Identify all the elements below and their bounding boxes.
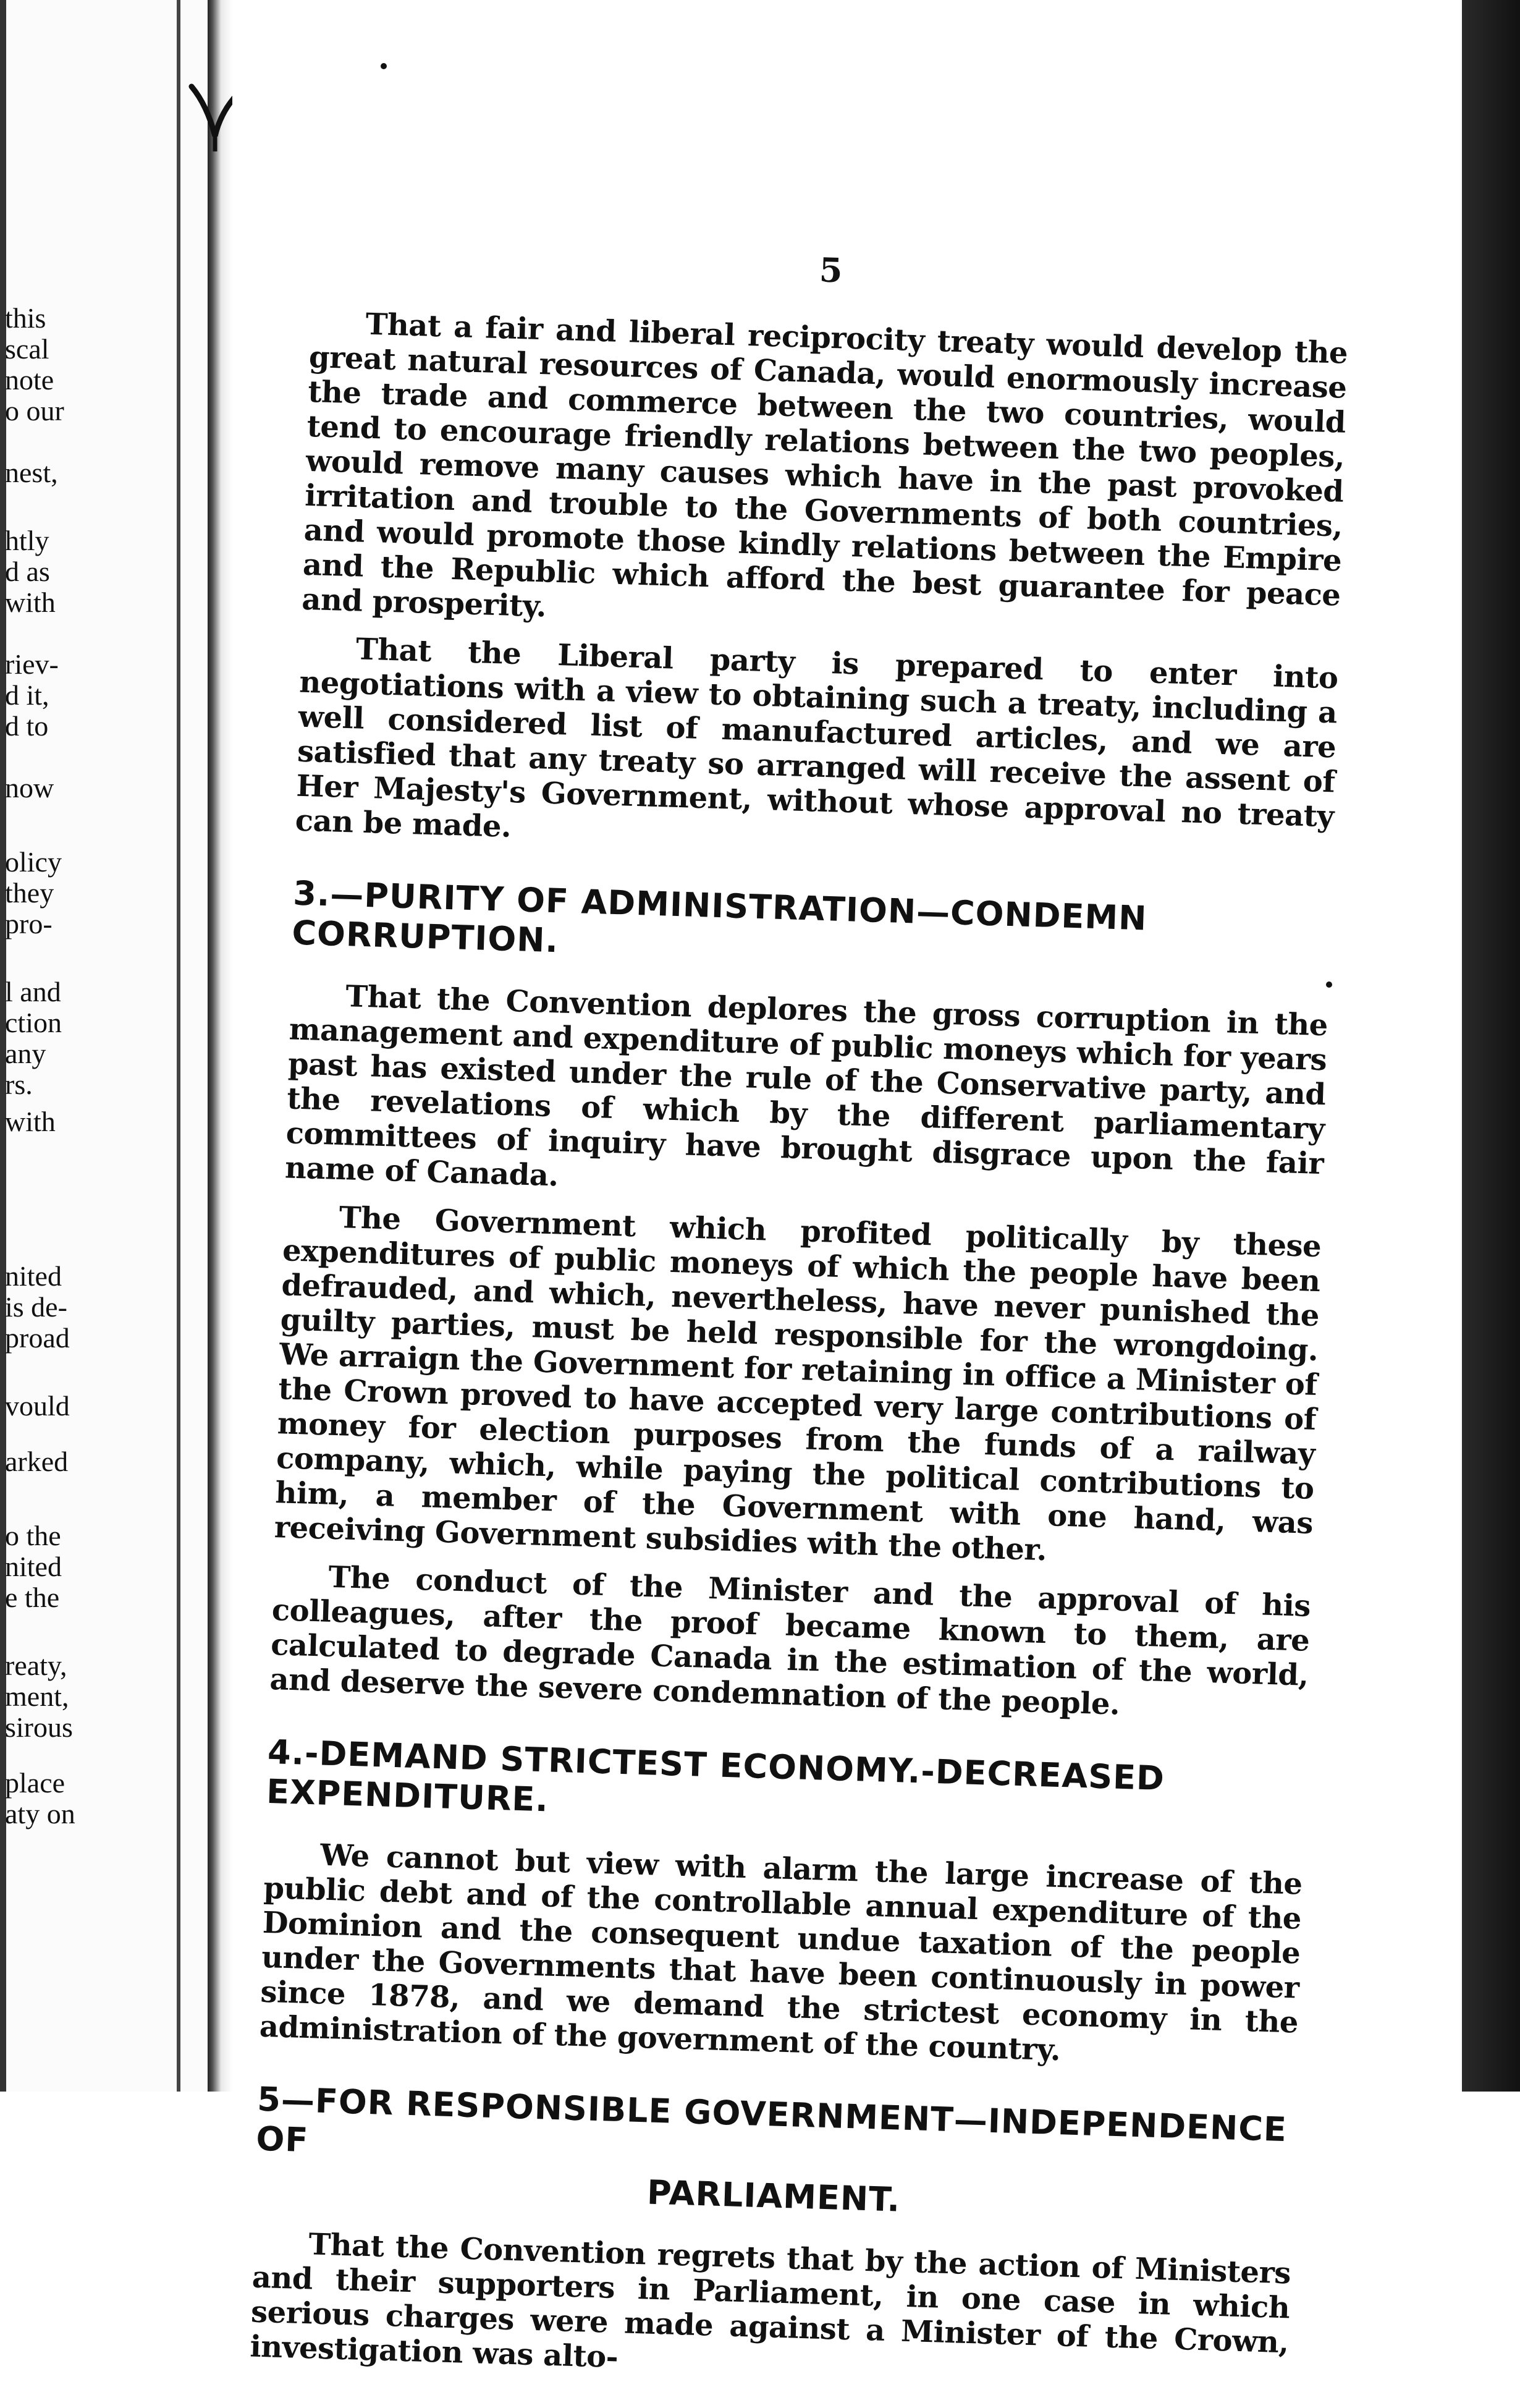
facing-page-text-fragment: riev- bbox=[5, 648, 59, 680]
facing-page-text-fragment: this bbox=[5, 302, 46, 334]
paragraph: That a fair and liberal reciprocity treaty would develop the great natural resources of Canada, would enormously increase the trade and commerce between the two countries, would tend to encourage friendly relations between the two peoples, would remove many causes which have in the past provoked irritation and trouble to the Governments of both countries, and would promote those kindly relations between the Empire and the Republic which afford the best guarantee for peace and prosperity. bbox=[301, 307, 1348, 624]
facing-page-text-fragment: arked bbox=[5, 1446, 69, 1477]
facing-page-text-fragment: pro- bbox=[5, 908, 53, 939]
facing-page-text-fragment: nited bbox=[5, 1260, 62, 1292]
facing-page-text-fragment: l and bbox=[5, 976, 61, 1007]
facing-page-text-fragment: vould bbox=[5, 1390, 70, 1422]
section-heading-4: 4.-DEMAND STRICTEST ECONOMY.-DECREASED EXPENDITURE. bbox=[266, 1732, 1165, 1820]
facing-page-text-fragment: reaty, bbox=[5, 1650, 67, 1681]
facing-page-text-fragment: olicy bbox=[5, 846, 62, 878]
facing-page-text-fragment: ction bbox=[5, 1007, 62, 1038]
paragraph: We cannot but view with alarm the large increase of the public debt and of the controllable annual expenditure of the Dominion and the consequent undue taxation of the people under the Governments that have been continuously in power since 1878, and we demand the strictest economy in the administration of the government of the country. bbox=[259, 1838, 1303, 2068]
facing-page-text-fragment: sirous bbox=[5, 1711, 73, 1743]
facing-page-text-fragment: o the bbox=[5, 1520, 61, 1551]
facing-page-text-fragment: scal bbox=[5, 333, 49, 365]
facing-page-text-fragment: place bbox=[5, 1767, 65, 1799]
document-page bbox=[232, 0, 1462, 2375]
facing-page-text-fragment: d to bbox=[5, 710, 49, 742]
spine-line bbox=[177, 0, 180, 2092]
ink-speck bbox=[381, 63, 387, 69]
facing-page-text-fragment: with bbox=[5, 1106, 56, 1137]
page-number: 5 bbox=[818, 250, 843, 290]
section-heading-5: 5—FOR RESPONSIBLE GOVERNMENT—INDEPENDENCE OF bbox=[255, 2079, 1288, 2160]
facing-page-text-fragment: nited bbox=[5, 1551, 62, 1582]
section-heading-5-cont: PARLIAMENT. bbox=[646, 2173, 901, 2219]
section-heading-3: 3.—PURITY OF ADMINISTRATION—CONDEMN CORRUPTION. bbox=[291, 873, 1148, 960]
facing-page-text-fragment: nest, bbox=[5, 457, 58, 488]
facing-page-text-fragment: htly bbox=[5, 525, 49, 556]
page-content bbox=[249, 235, 1350, 2408]
facing-page-text-fragment: they bbox=[5, 877, 54, 909]
book-spine bbox=[208, 0, 232, 2092]
facing-page bbox=[0, 0, 210, 2092]
paragraph: The Government which profited politically by these expenditures of public moneys of which the people have been defrauded, and which, nevertheless, have never punished the guilty parties, must be held responsible for the wrongdoing. We arraign the Government for retaining in office a Minister of the Crown proved to have accepted very large contributions of money for election purposes from the funds of a railway company, which, while paying the political contributions to him, a member of the Government with one hand, was receiving Government subsidies with the other. bbox=[274, 1200, 1322, 1568]
facing-page-text-fragment: ment, bbox=[5, 1681, 69, 1712]
paragraph: That the Convention regrets that by the action of Ministers and their supporters in Parliament, in one case in which serious charges were made against a Minister of the Crown, investigation was alto- bbox=[249, 2227, 1291, 2375]
paragraph: The conduct of the Minister and the approval of his colleagues, after the proof became known to them, are calculated to degrade Canada in the estimation of the world, and deserve the severe condemnation of the people. bbox=[269, 1559, 1311, 1722]
facing-page-text-fragment: with bbox=[5, 587, 56, 618]
paragraph: That the Convention deplores the gross corruption in the management and expenditure of public moneys which for years past has existed under the rule of the Conservative party, and the revelations of which by the different parliamentary committees of inquiry have brought disgrace upon the fair name of Canada. bbox=[284, 979, 1328, 1193]
facing-page-text-fragment: d it, bbox=[5, 679, 49, 711]
facing-page-text-fragment: rs. bbox=[5, 1069, 33, 1100]
facing-page-text-fragment: proad bbox=[5, 1322, 70, 1354]
facing-page-text-fragment: d as bbox=[5, 556, 50, 587]
facing-page-text-fragment: aty on bbox=[5, 1798, 75, 1829]
facing-page-text-fragment: note bbox=[5, 364, 54, 396]
scan-margin bbox=[1462, 0, 1520, 2092]
paragraph: That the Liberal party is prepared to enter into negotiations with a view to obtaining such a treaty, including a well considered list of manufactured articles, and we are satisfied that any treaty so arranged will receive the assent of Her Majesty's Government, without whose approval no treaty can be made. bbox=[295, 632, 1339, 844]
facing-page-text-fragment: e the bbox=[5, 1582, 60, 1613]
facing-page-text-fragment: any bbox=[5, 1038, 46, 1069]
facing-page-text-fragment: o our bbox=[5, 395, 64, 426]
facing-page-text-fragment: now bbox=[5, 772, 54, 803]
facing-page-text-fragment: is de- bbox=[5, 1291, 67, 1323]
